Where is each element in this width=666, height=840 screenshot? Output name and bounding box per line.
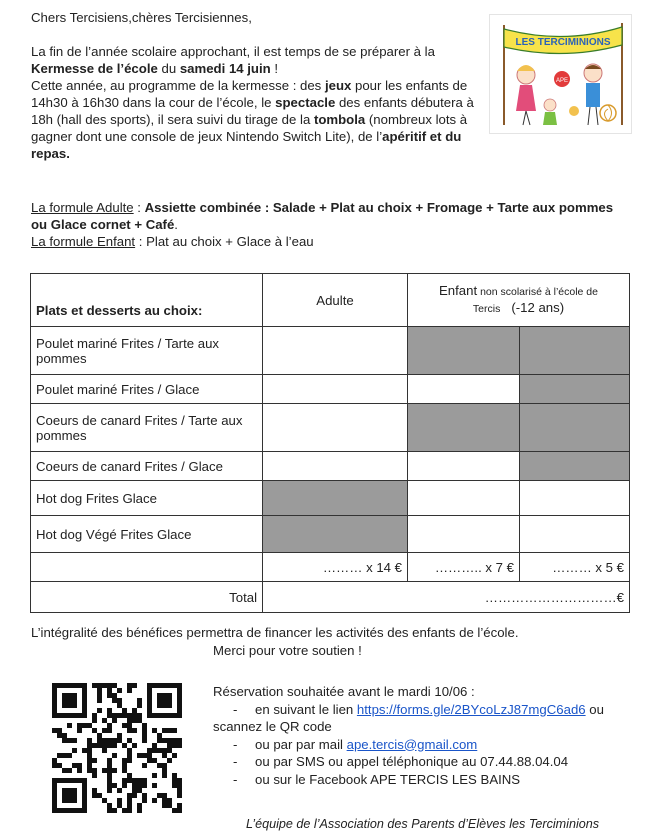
qty-cell-disabled xyxy=(408,327,520,375)
logo-badge-text: APE xyxy=(555,78,569,84)
signature: L’équipe de l’Association des Parents d’Elèves les Terciminions xyxy=(246,817,600,831)
reservation-email-link[interactable]: ape.tercis@gmail.com xyxy=(346,736,478,752)
qty-cell-junior[interactable] xyxy=(520,481,630,516)
header-enfant: Enfant non scolarisé à l’école de Tercis (-12 ans) xyxy=(408,274,630,327)
qty-cell-adulte[interactable] xyxy=(263,327,408,375)
qty-cell-enfant[interactable] xyxy=(408,516,520,553)
reservation-facebook-item: - ou sur le Facebook APE TERCIS LES BAINS xyxy=(233,771,521,787)
table-row xyxy=(31,327,630,375)
intro-paragraph-1: La fin de l’année scolaire approchant, il est temps de se préparer à la Kermesse de l’école du samedi 14 juin ! xyxy=(31,44,435,76)
dish-name: Poulet mariné Frites / Glace xyxy=(31,375,263,404)
intro-text xyxy=(31,9,481,162)
qty-cell-adulte[interactable] xyxy=(263,375,408,404)
dish-name: Hot dog Frites Glace xyxy=(31,481,263,516)
reservation-mail-item: - ou par par mail ape.tercis@gmail.com xyxy=(233,736,478,752)
reservation-info xyxy=(213,683,643,788)
terciminions-logo xyxy=(489,14,632,134)
formule-enfant: La formule Enfant : Plat au choix + Glace à l’eau xyxy=(31,234,314,249)
qty-cell-disabled xyxy=(520,327,630,375)
table-row xyxy=(31,452,630,481)
header-adulte: Adulte xyxy=(263,274,408,327)
thanks-line: Merci pour votre soutien ! xyxy=(213,643,362,658)
intro-paragraph-2: Cette année, au programme de la kermesse : des jeux pour les enfants de 14h30 à 16h30 dans la cour de l’école, le spectacle des enfants débutera à 18h (hall des sports), il sera suivi du tirage de la tombola (nombreux lots à gagner dont une console de jeux Nintendo Switch Lite), de l’apéritif et du repas. xyxy=(31,78,474,161)
qty-cell-disabled xyxy=(520,375,630,404)
table-row xyxy=(31,375,630,404)
qty-cell-disabled xyxy=(520,404,630,452)
qty-cell-disabled xyxy=(520,452,630,481)
total-value[interactable]: …………………………€ xyxy=(263,582,630,613)
table-row xyxy=(31,481,630,516)
dish-name: Poulet mariné Frites / Tarte aux pommes xyxy=(31,327,263,375)
reservation-link-item: - en suivant le lien https://forms.gle/2BYcoLzJ87mgC6ad6 ou xyxy=(233,701,604,717)
dish-name: Hot dog Végé Frites Glace xyxy=(31,516,263,553)
dish-name: Coeurs de canard Frites / Tarte aux pommes xyxy=(31,404,263,452)
table-header-row xyxy=(31,274,630,327)
table-row xyxy=(31,516,630,553)
order-table xyxy=(30,273,630,613)
qty-cell-adulte[interactable] xyxy=(263,404,408,452)
header-plats: Plats et desserts au choix: xyxy=(31,274,263,327)
qr-instruction: scannez le QR code xyxy=(213,719,332,734)
logo-illustration xyxy=(490,15,631,133)
qty-cell-junior[interactable] xyxy=(520,516,630,553)
price-adulte[interactable]: ……… x 14 € xyxy=(263,553,408,582)
logo-banner-text: LES TERCIMINIONS xyxy=(515,37,611,48)
price-junior[interactable]: ……… x 5 € xyxy=(520,553,630,582)
qty-cell-disabled xyxy=(263,481,408,516)
reservation-title: Réservation souhaitée avant le mardi 10/06 : xyxy=(213,684,475,699)
qr-code[interactable] xyxy=(52,683,182,813)
qty-cell-enfant[interactable] xyxy=(408,481,520,516)
qty-cell-enfant[interactable] xyxy=(408,375,520,404)
price-row xyxy=(31,553,630,582)
price-label-empty xyxy=(31,553,263,582)
reservation-sms-item: - ou par SMS ou appel téléphonique au 07.44.88.04.04 xyxy=(233,754,569,769)
qty-cell-disabled xyxy=(263,516,408,553)
total-label: Total xyxy=(31,582,263,613)
qty-cell-adulte[interactable] xyxy=(263,452,408,481)
qr-code-graphic xyxy=(52,683,182,813)
reservation-form-link[interactable]: https://forms.gle/2BYcoLzJ87mgC6ad6 xyxy=(356,701,586,717)
total-row xyxy=(31,582,630,613)
formule-adulte: La formule Adulte : Assiette combinée : Salade + Plat au choix + Fromage + Tarte aux pommes ou Glace cornet + Café. xyxy=(31,200,614,232)
table-row xyxy=(31,404,630,452)
greeting: Chers Tercisiens,chères Tercisiennes, xyxy=(31,10,252,25)
qty-cell-disabled xyxy=(408,404,520,452)
benefices-text xyxy=(31,624,631,660)
dish-name: Coeurs de canard Frites / Glace xyxy=(31,452,263,481)
qty-cell-enfant[interactable] xyxy=(408,452,520,481)
price-enfant[interactable]: ……….. x 7 € xyxy=(408,553,520,582)
formules xyxy=(31,199,631,250)
benefices-line: L’intégralité des bénéfices permettra de financer les activités des enfants de l’école. xyxy=(31,625,519,640)
